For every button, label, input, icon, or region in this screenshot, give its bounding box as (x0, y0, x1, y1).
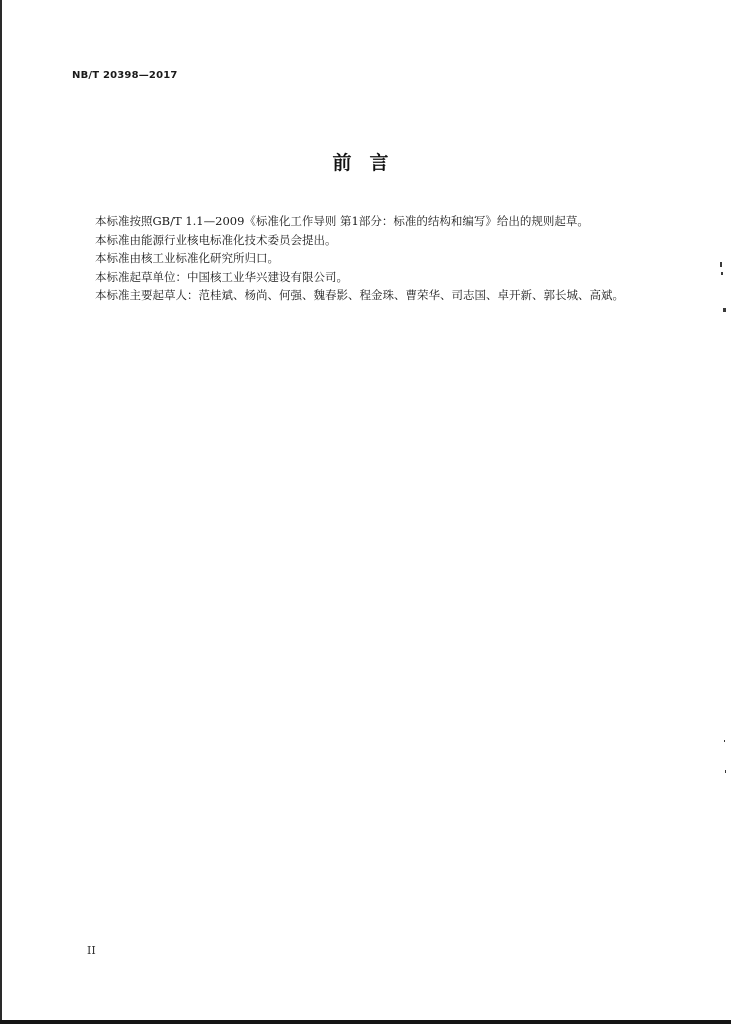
paragraph-proposed-by: 本标准由能源行业核电标准化技术委员会提出。 (95, 232, 337, 247)
standard-code: NB/T 20398—2017 (72, 70, 178, 81)
scan-speck (724, 740, 725, 742)
foreword-body (72, 212, 652, 305)
paragraph-drafters: 本标准主要起草人：范桂斌、杨尚、何强、魏春影、程金珠、曹荣华、司志国、卓开新、郭长城、高斌。 (95, 288, 624, 302)
scan-speck (725, 770, 726, 773)
scan-speck (721, 272, 723, 275)
scan-speck (720, 262, 722, 267)
paragraph-drafting-rules: 本标准按照GB/T 1.1—2009《标准化工作导则 第1部分：标准的结构和编写》给出的规则起草。 (95, 214, 589, 228)
paragraph-administered-by: 本标准由核工业标准化研究所归口。 (95, 251, 279, 265)
paragraph-drafting-unit: 本标准起草单位：中国核工业华兴建设有限公司。 (95, 269, 348, 284)
scan-bottom-band (0, 1020, 731, 1024)
scan-speck (723, 308, 726, 312)
page-number: II (87, 944, 96, 957)
page-title: 前言 (332, 152, 407, 174)
